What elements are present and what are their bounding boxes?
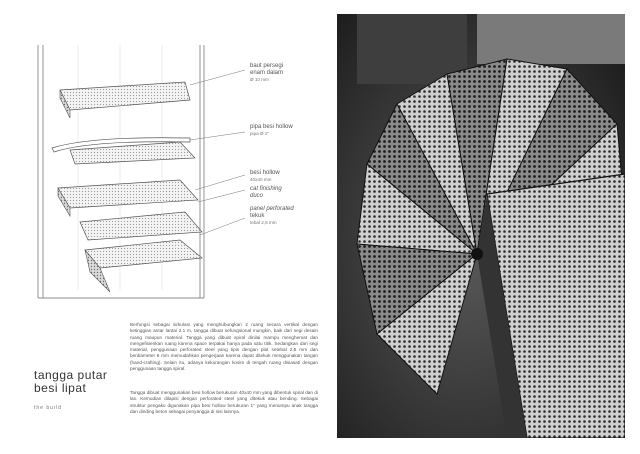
label-panel-sub: tebal 2,5 mm [250, 220, 277, 225]
label-panel-title: panel perforated [250, 206, 294, 212]
label-baut [250, 63, 283, 83]
label-pipa-title: pipa besi hollow [250, 124, 293, 130]
spiral-stair-photo-graphic [337, 14, 625, 438]
label-besi [250, 170, 280, 183]
paragraph-2: Tangga dibuat menggunakan besi hollow berukuran 40x40 mm yang dibentuk spiral dan di las. Kemudian dilapisi dengan perforated steel yang ditekuk atau bending. Sebagai struktur pengaku digunakan pipa besi hollow berukuran 1" yang menumpu anak tangga dan dinding beton sebagai penyangga di sisi lainnya. [130, 390, 318, 414]
paragraph-1: Berfungsi sebagai sirkulasi yang menghubungkan 2 ruang secara vertikal dengan ketinggian antar lantai 2.1 m, tangga dibuat sefungsional mungkin, baik dari segi desain ruang maupun material. Tangga yang dibuat spiral dinilai mampu menghemat dan mengefisienkan ruang karena space terpakai hanya pada satu titik. Sedangkan dari segi material, penggunaan perforated steel yang tipis dengan plat setebal 2,5 mm dan berdiameter 8 mm memudahkan pengerjaan karena dapat ditekuk menggunakan tangan (hand-crafting). Selain itu, adanya kekurangan kosim di tengah ruang disiasati dengan penggunaan tangga spiral. [130, 322, 318, 372]
label-panel [250, 206, 294, 226]
label-panel-line2: tekuk [250, 213, 265, 219]
label-baut-title: baut persegi [250, 63, 284, 69]
section-caption: the build [34, 405, 62, 411]
label-baut-line2: enam dalam [250, 70, 284, 76]
label-pipa [250, 124, 293, 137]
label-cat [250, 186, 282, 200]
label-cat-line2: duco [250, 193, 264, 199]
label-baut-sub: Ø 10 mm [250, 77, 269, 82]
stair-section-drawing [30, 40, 330, 305]
label-cat-title: cat finishing [250, 186, 282, 192]
label-besi-sub: 40x40 mm [250, 177, 272, 182]
label-pipa-sub: pipa Ø 1" [250, 131, 269, 136]
section-title: tangga putar besi lipat [34, 368, 108, 395]
spiral-stair-photo [337, 14, 625, 438]
label-besi-title: besi hollow [250, 170, 280, 176]
